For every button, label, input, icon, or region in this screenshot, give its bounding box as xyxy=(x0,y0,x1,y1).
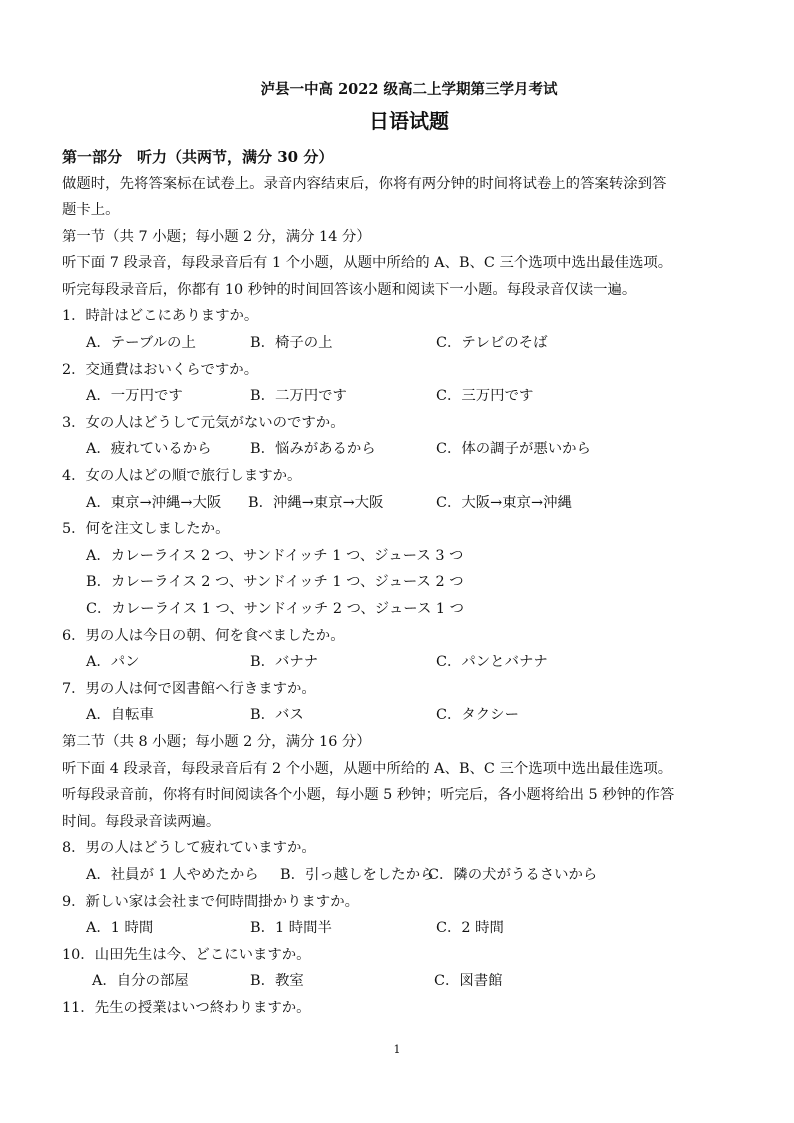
question-options xyxy=(62,490,734,517)
question-options xyxy=(62,702,734,729)
option-a: A．1 時間 xyxy=(86,920,154,937)
option-b: B．悩みがあるから xyxy=(250,441,376,458)
option-c: C．テレビのそば xyxy=(436,335,548,352)
option-c: C．三万円です xyxy=(436,388,534,405)
question-options xyxy=(62,436,734,463)
option-c: C．カレーライス 1 つ、サンドイッチ 2 つ、ジュース 1 つ xyxy=(86,601,465,617)
option-a: A．疲れているから xyxy=(86,441,212,458)
question-stem: 11．先生の授業はいつ終わりますか。 xyxy=(62,999,311,1016)
question-stem: 4．女の人はどの順で旅行しますか。 xyxy=(62,468,302,485)
option-a: A．一万円です xyxy=(86,388,183,405)
option-a: A．東京→沖縄→大阪 xyxy=(86,494,222,511)
document-page xyxy=(62,80,734,1022)
question-stem: 3．女の人はどうして元気がないのですか。 xyxy=(62,414,345,431)
question-options xyxy=(62,915,734,942)
option-a: A．パン xyxy=(86,654,140,671)
option-b: B．1 時間半 xyxy=(250,920,332,937)
option-b: B．引っ越しをしたから xyxy=(280,866,435,883)
page-number: 1 xyxy=(393,1043,401,1056)
option-c: C．図書館 xyxy=(434,973,503,990)
part1-intro-line: 做题时，先将答案标在试卷上。录音内容结束后，你将有两分钟的时间将试卷上的答案转涂到答 xyxy=(62,175,667,192)
option-b: B．二万円です xyxy=(250,388,347,405)
question-options xyxy=(62,330,734,357)
section1-instruction: 听下面 7 段录音，每段录音后有 1 个小题，从题中所给的 A、B、C 三个选项中选出最佳选项。 xyxy=(62,255,673,272)
option-c: C．タクシー xyxy=(436,707,519,724)
option-a: A．自分の部屋 xyxy=(92,973,189,990)
option-b: B．バス xyxy=(250,707,304,724)
option-c: C．パンとバナナ xyxy=(436,654,548,671)
option-b: B．バナナ xyxy=(250,654,319,671)
option-a: A．テーブルの上 xyxy=(86,335,196,352)
option-c: C．2 時間 xyxy=(436,920,504,937)
part1-title: 第一部分 听力（共两节，满分 30 分） xyxy=(62,148,334,166)
question-options xyxy=(62,862,734,889)
option-a: A．社員が 1 人やめたから xyxy=(86,866,259,883)
question-stem: 5．何を注文しましたか。 xyxy=(62,521,230,538)
section2-instruction: 听下面 4 段录音，每段录音后有 2 个小题，从题中所给的 A、B、C 三个选项中选出最佳选项。 xyxy=(62,760,673,777)
option-b: B．沖縄→東京→大阪 xyxy=(248,494,384,511)
option-c: C．大阪→東京→沖縄 xyxy=(436,494,572,511)
option-b: B．教室 xyxy=(250,973,304,990)
option-a: A．カレーライス 2 つ、サンドイッチ 1 つ、ジュース 3 つ xyxy=(86,547,464,564)
option-b: B．椅子の上 xyxy=(250,335,333,352)
section2-title: 第二节（共 8 小题；每小题 2 分，满分 16 分） xyxy=(62,733,371,750)
section2-instruction: 听每段录音前，你将有时间阅读各个小题，每小题 5 秒钟；听完后，各小题将给出 5 秒钟的作答 xyxy=(62,787,675,804)
section1-title: 第一节（共 7 小题；每小题 2 分，满分 14 分） xyxy=(62,228,371,245)
option-a: A．自転車 xyxy=(86,707,154,724)
section1-instruction: 听完每段录音后，你都有 10 秒钟的时间回答该小题和阅读下一小题。每段录音仅读一遍。 xyxy=(62,281,637,298)
question-options xyxy=(62,649,734,676)
section2-instruction: 时间。每段录音读两遍。 xyxy=(62,813,221,830)
option-b: B．カレーライス 2 つ、サンドイッチ 1 つ、ジュース 2 つ xyxy=(86,574,464,591)
question-stem: 6．男の人は今日の朝、何を食べましたか。 xyxy=(62,627,345,644)
question-stem: 2．交通費はおいくらですか。 xyxy=(62,361,259,378)
question-options xyxy=(62,968,734,995)
question-stem: 8．男の人はどうして疲れていますか。 xyxy=(62,840,316,857)
question-stem: 9．新しい家は会社まで何時間掛かりますか。 xyxy=(62,893,359,910)
question-options xyxy=(62,383,734,410)
question-stem: 1．時計はどこにありますか。 xyxy=(62,308,259,325)
question-stem: 7．男の人は何で図書館へ行きますか。 xyxy=(62,680,316,697)
part1-intro-line: 题卡上。 xyxy=(62,202,120,219)
question-stem: 10．山田先生は今、どこにいますか。 xyxy=(62,946,311,963)
exam-title: 泸县一中高 2022 级高二上学期第三学月考试 xyxy=(260,81,558,98)
subject-title: 日语试题 xyxy=(369,109,449,133)
option-c: C．隣の犬がうるさいから xyxy=(428,866,598,883)
option-c: C．体の調子が悪いから xyxy=(436,441,591,458)
